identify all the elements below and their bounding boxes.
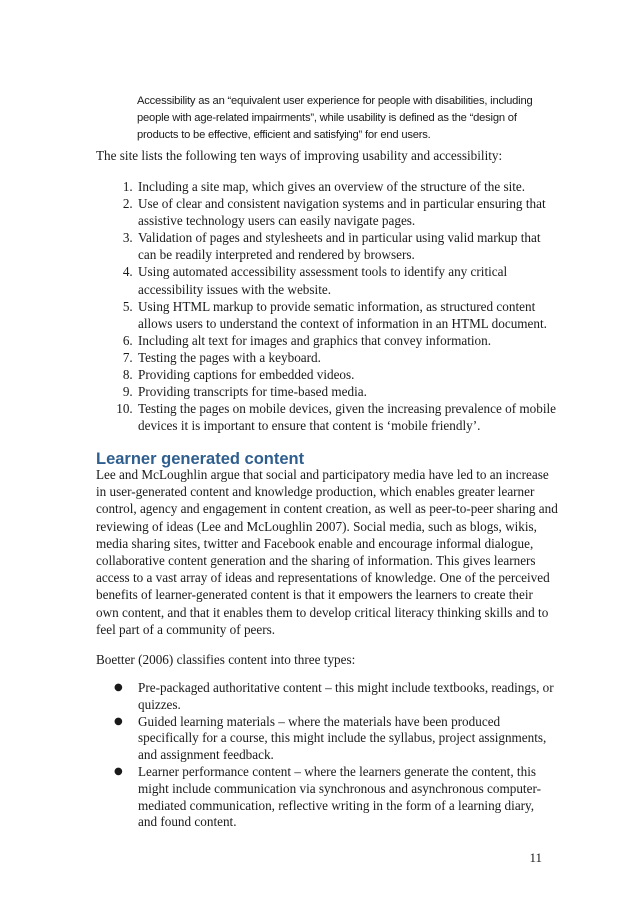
bullet-icon: ● [114,682,123,693]
list-item: 2. Use of clear and consistent navigation systems and in particular ensuring that assistive technology users can easily navigate pages. [136,195,556,229]
types-intro: Boetter (2006) classifies content into three types: [96,652,356,667]
types-list [96,680,556,831]
list-item: 6. Including alt text for images and graphics that convey information. [136,332,556,349]
list-item-text: Learner performance content – where the learners generate the content, this might include communication via synchronous and asynchronous computer-mediated communication, reflective writing in the form of a learning diary, and found content. [138,763,541,830]
list-item: 7. Testing the pages with a keyboard. [136,349,556,366]
list-item-text: Guided learning materials – where the materials have been produced specifically for a course, this might include the syllabus, project assignments, and assignment feedback. [138,713,547,763]
list-item: 9. Providing transcripts for time-based media. [136,383,556,400]
list-item [114,680,556,714]
list-item: 3. Validation of pages and stylesheets and in particular using valid markup that can be readily interpreted and rendered by browsers. [136,229,556,263]
list-item: 8. Providing captions for embedded videos. [136,366,556,383]
page-number: 11 [529,850,542,865]
list-item [114,713,556,764]
section-heading: Learner generated content [96,450,305,468]
ways-list [96,178,556,434]
quote-block: Accessibility as an “equivalent user experience for people with disabilities, including people with age-related impairments”, while usability is defined as the “design of products to be effective, efficient and satisfying” for end users. [137,95,533,141]
bullet-icon: ● [114,715,123,727]
ways-intro: The site lists the following ten ways of improving usability and accessibility: [96,148,503,163]
list-item: 1. Including a site map, which gives an overview of the structure of the site. [136,178,556,195]
list-item [114,763,556,831]
list-item: 10. Testing the pages on mobile devices, given the increasing prevalence of mobile devices it is important to ensure that content is ‘mobile friendly’. [136,400,556,434]
list-item: 4. Using automated accessibility assessment tools to identify any critical accessibility issues with the website. [136,263,556,297]
section-paragraph: Lee and McLoughlin argue that social and participatory media have led to an increase in user-generated content and knowledge production, which enables greater learner control, agency and engagement in content creation, as well as peer-to-peer sharing and reviewing of ideas (Lee and McLoughlin 2007). Social media, such as blogs, wikis, media sharing sites, twitter and Facebook enable and encourage informal dialogue, collaborative content generation and the sharing of information. This gives learners access to a vast array of ideas and representations of knowledge. One of the perceived benefits of learner-generated content is that it empowers the learners to create their own content, and that it enables them to develop critical literacy thinking skills and to feel part of a community of peers. [96,467,558,637]
list-item: 5. Using HTML markup to provide sematic information, as structured content allows users to understand the context of information in an HTML document. [136,298,556,332]
bullet-icon: ● [114,765,123,777]
list-item-text: Pre-packaged authoritative content – this might include textbooks, readings, or quizzes. [138,680,554,712]
